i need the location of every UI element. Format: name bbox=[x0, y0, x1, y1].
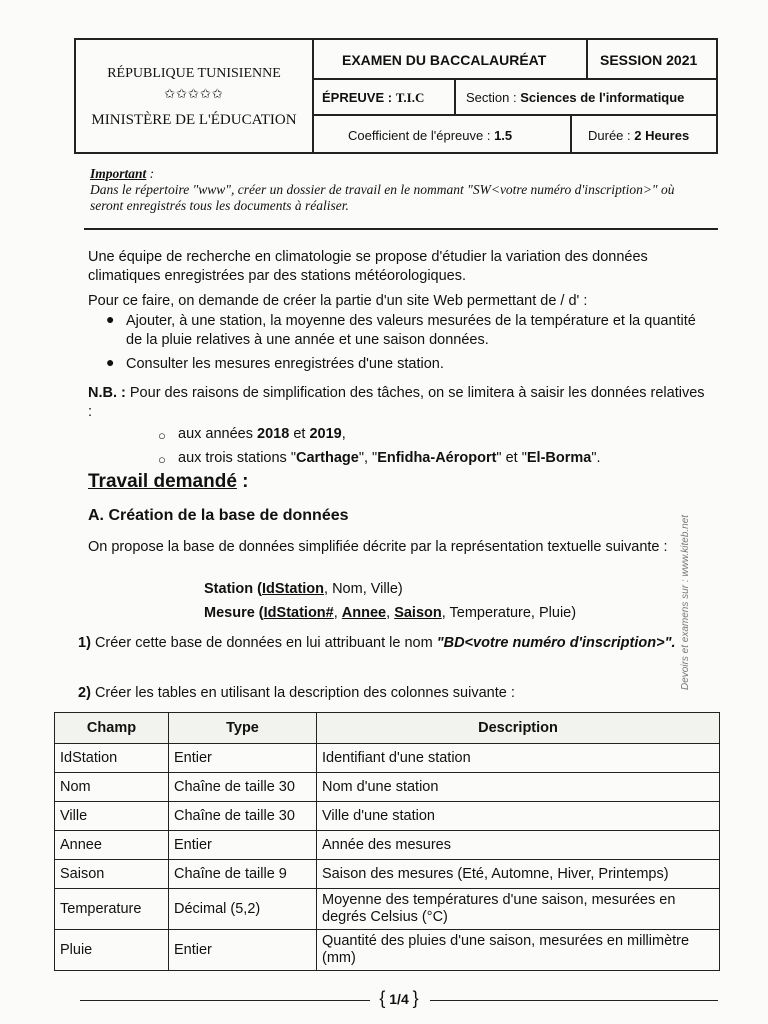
question-1-dbname: "BD<votre numéro d'inscription>". bbox=[436, 635, 676, 651]
exam-header bbox=[74, 38, 718, 154]
page-number: { 1/4 } bbox=[379, 988, 419, 1008]
section-value: Sciences de l'informatique bbox=[520, 90, 685, 105]
header-vdivider-2 bbox=[454, 78, 456, 114]
header-description: Description bbox=[317, 713, 720, 744]
coefficient-value: 1.5 bbox=[494, 128, 513, 143]
coefficient-label: Coefficient de l'épreuve : bbox=[348, 128, 491, 143]
year-2019: 2019 bbox=[309, 426, 342, 442]
footer-rule-right bbox=[430, 1000, 718, 1001]
bullet-add: Ajouter, à une station, la moyenne des valeurs mesurées de la température et la quantité de la pluie relatives à une année et une saison données. bbox=[126, 313, 696, 348]
years-suffix: , bbox=[341, 426, 346, 442]
cell-type: Décimal (5,2) bbox=[169, 889, 317, 930]
cell-type: Entier bbox=[169, 831, 317, 860]
years-conjunction: et bbox=[293, 426, 306, 442]
mesure-schema-sep-2: , bbox=[386, 605, 395, 621]
exam-title: EXAMEN DU BACCALAURÉAT bbox=[342, 52, 547, 68]
question-2-text: Créer les tables en utilisant la description des colonnes suivante : bbox=[94, 685, 515, 701]
years-item bbox=[178, 426, 346, 442]
columns-table bbox=[54, 712, 720, 971]
bullet-consult: Consulter les mesures enregistrées d'une station. bbox=[126, 356, 444, 372]
question-1-text: Créer cette base de données en lui attribuant le nom bbox=[94, 635, 437, 651]
cell-description: Nom d'une station bbox=[317, 773, 720, 802]
mesure-schema bbox=[204, 604, 704, 623]
cell-description: Quantité des pluies d'une saison, mesurées en millimètre (mm) bbox=[317, 930, 720, 971]
question-2 bbox=[78, 684, 718, 703]
cell-type: Chaîne de taille 9 bbox=[169, 860, 317, 889]
section-a-heading: A. Création de la base de données bbox=[88, 507, 349, 524]
mesure-schema-sep-1: , bbox=[333, 605, 342, 621]
header-champ: Champ bbox=[55, 713, 169, 744]
republic-label: RÉPUBLIQUE TUNISIENNE bbox=[107, 66, 281, 81]
table-row bbox=[55, 860, 720, 889]
cell-type: Chaîne de taille 30 bbox=[169, 802, 317, 831]
station-schema-name: Station ( bbox=[204, 581, 262, 597]
duration-label: Durée : bbox=[588, 128, 631, 143]
header-vdivider-1 bbox=[586, 40, 588, 78]
stations-sep-2: " et " bbox=[496, 450, 527, 466]
header-left-panel bbox=[76, 40, 314, 152]
stars-decoration: ✩✩✩✩✩ bbox=[164, 86, 224, 101]
header-divider-1 bbox=[312, 78, 716, 80]
header-vdivider-3 bbox=[570, 114, 572, 152]
mesure-schema-key-1: IdStation# bbox=[263, 605, 334, 621]
nb-paragraph bbox=[88, 384, 708, 422]
session-label: SESSION 2021 bbox=[600, 52, 698, 68]
nb-label: N.B. : bbox=[88, 385, 126, 401]
epreuve-row bbox=[322, 90, 424, 106]
station-schema bbox=[204, 580, 704, 599]
cell-description: Année des mesures bbox=[317, 831, 720, 860]
table-row bbox=[55, 744, 720, 773]
mesure-schema-name: Mesure ( bbox=[204, 605, 264, 621]
side-watermark-note: Devoirs et examens sur : www.kiteb.net bbox=[680, 514, 691, 690]
duration-row bbox=[588, 128, 689, 143]
cell-type: Entier bbox=[169, 930, 317, 971]
circle-bullet-1: ○ bbox=[158, 428, 166, 443]
mesure-schema-key-2: Annee bbox=[341, 605, 387, 621]
table-row bbox=[55, 802, 720, 831]
ministry-label: MINISTÈRE DE L'ÉDUCATION bbox=[91, 112, 297, 128]
cell-type: Entier bbox=[169, 744, 317, 773]
circle-bullet-2: ○ bbox=[158, 452, 166, 467]
table-row bbox=[55, 773, 720, 802]
bullet-dot-1: ● bbox=[106, 313, 115, 328]
cell-champ: IdStation bbox=[55, 744, 169, 773]
coefficient-row bbox=[348, 128, 512, 143]
intro-paragraph-1: Une équipe de recherche en climatologie se propose d'étudier la variation des données climatiques enregistrées par des stations météorologiques. bbox=[88, 249, 648, 284]
station-carthage: Carthage bbox=[295, 450, 359, 466]
nb-text: Pour des raisons de simplification des tâches, on se limitera à saisir les données relatives : bbox=[88, 385, 705, 420]
important-note: Important : Dans le répertoire "www", créer un dossier de travail en le nommant "SW<votre numéro d'inscription>" où seront enregistrés tous les documents à réaliser. bbox=[90, 166, 675, 213]
page-number-text: 1/4 bbox=[389, 991, 409, 1007]
header-type: Type bbox=[169, 713, 317, 744]
cell-description: Ville d'une station bbox=[317, 802, 720, 831]
year-2018: 2018 bbox=[257, 426, 290, 442]
station-schema-rest: , Nom, Ville) bbox=[324, 581, 403, 597]
footer-rule-left bbox=[80, 1000, 370, 1001]
stations-sep-1: ", " bbox=[358, 450, 378, 466]
stations-prefix: aux trois stations " bbox=[178, 450, 296, 466]
table-row bbox=[55, 831, 720, 860]
mesure-schema-key-3: Saison bbox=[394, 605, 442, 621]
station-schema-key: IdStation bbox=[262, 581, 325, 597]
question-1-number: 1) bbox=[78, 635, 91, 651]
section-row bbox=[466, 90, 684, 105]
travail-heading-colon: : bbox=[236, 471, 249, 492]
important-title: Important bbox=[90, 166, 147, 181]
cell-champ: Pluie bbox=[55, 930, 169, 971]
propose-paragraph: On propose la base de données simplifiée décrite par la représentation textuelle suivante : bbox=[88, 539, 668, 555]
table-row bbox=[55, 889, 720, 930]
section-label: Section : bbox=[466, 90, 517, 105]
stations-item bbox=[178, 450, 601, 466]
station-elborma: El-Borma bbox=[526, 450, 592, 466]
table-header-row bbox=[55, 713, 720, 744]
question-1 bbox=[78, 634, 718, 653]
duration-value: 2 Heures bbox=[634, 128, 690, 143]
mesure-schema-rest: , Temperature, Pluie) bbox=[441, 605, 577, 621]
travail-heading bbox=[88, 472, 708, 491]
cell-description: Saison des mesures (Eté, Automne, Hiver, Printemps) bbox=[317, 860, 720, 889]
epreuve-label: ÉPREUVE : bbox=[322, 90, 393, 105]
header-divider-2 bbox=[312, 114, 716, 116]
cell-champ: Saison bbox=[55, 860, 169, 889]
cell-champ: Nom bbox=[55, 773, 169, 802]
cell-description: Identifiant d'une station bbox=[317, 744, 720, 773]
question-2-number: 2) bbox=[78, 685, 91, 701]
important-text: Dans le répertoire "www", créer un dossier de travail en le nommant "SW<votre numéro d'inscription>" où seront enregistrés tous les documents à réaliser. bbox=[90, 182, 675, 213]
bullet-dot-2: ● bbox=[106, 356, 115, 371]
cell-type: Chaîne de taille 30 bbox=[169, 773, 317, 802]
important-rule bbox=[84, 228, 718, 230]
cell-description: Moyenne des températures d'une saison, mesurées en degrés Celsius (°C) bbox=[317, 889, 720, 930]
stations-suffix: ". bbox=[591, 450, 601, 466]
table-row bbox=[55, 930, 720, 971]
cell-champ: Annee bbox=[55, 831, 169, 860]
cell-champ: Temperature bbox=[55, 889, 169, 930]
epreuve-value: T.I.C bbox=[395, 90, 425, 105]
years-prefix: aux années bbox=[178, 426, 253, 442]
intro-paragraph-2: Pour ce faire, on demande de créer la partie d'un site Web permettant de / d' : bbox=[88, 293, 588, 309]
station-enfidha: Enfidha-Aéroport bbox=[377, 450, 497, 466]
travail-heading-text: Travail demandé bbox=[88, 471, 237, 492]
cell-champ: Ville bbox=[55, 802, 169, 831]
